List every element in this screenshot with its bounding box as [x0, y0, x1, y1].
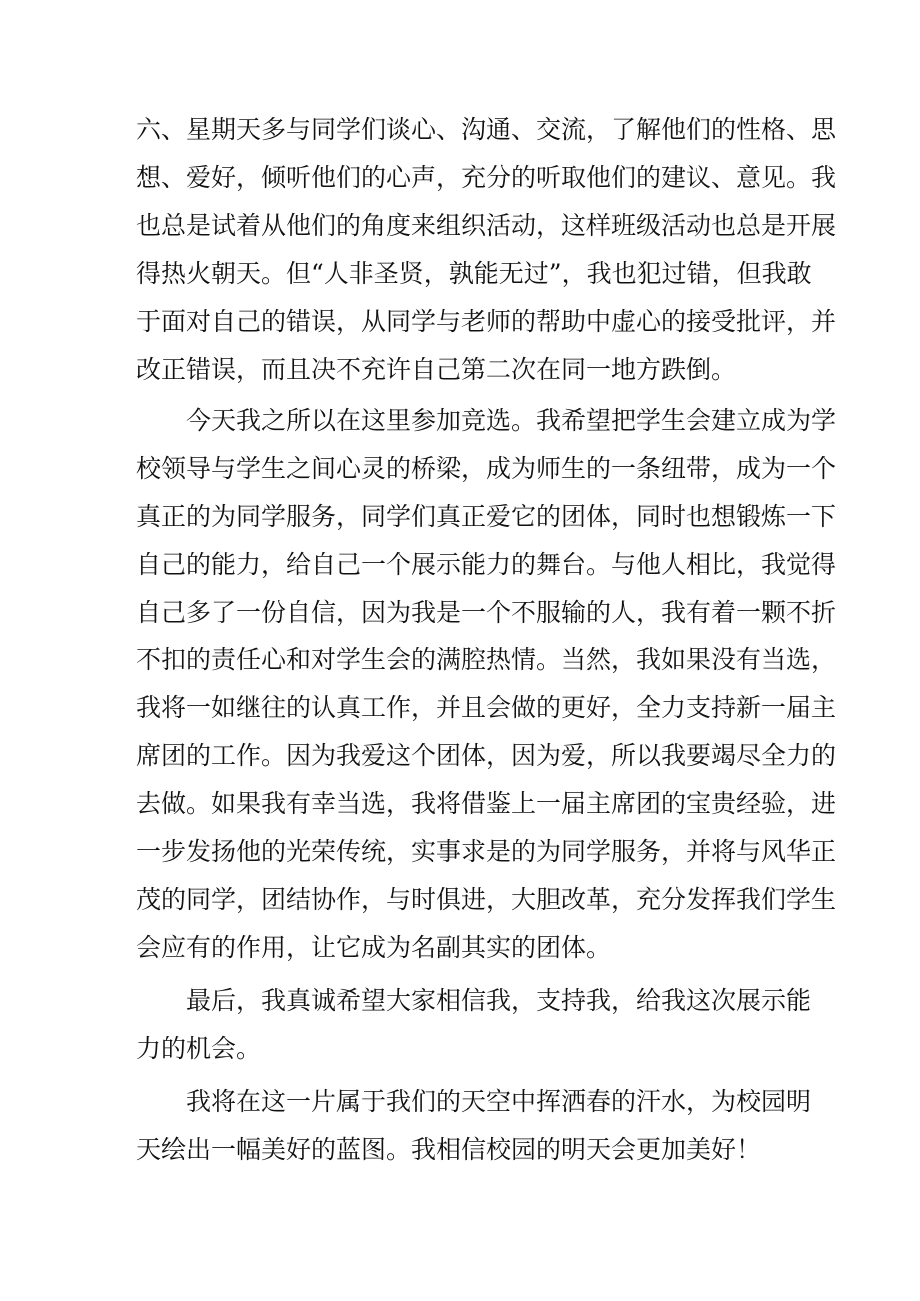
paragraph-2-line-10: 一步发扬他的光荣传统，实事求是的为同学服务，并将与风华正 [136, 837, 837, 866]
paragraph-2-line-2: 校领导与学生之间心灵的桥梁，成为师生的一条纽带，成为一个 [136, 454, 837, 483]
paragraph-2-line-11: 茂的同学，团结协作，与时俱进，大胆改革，充分发挥我们学生 [136, 885, 837, 914]
paragraph-1-line-2: 想、爱好，倾听他们的心声，充分的听取他们的建议、意见。我 [136, 163, 837, 192]
paragraph-3-line-2: 力的机会。 [136, 1034, 262, 1063]
paragraph-1-line-4: 得热火朝天。但“人非圣贤，孰能无过”，我也犯过错，但我敢 [136, 259, 812, 288]
paragraph-3-line-1: 最后，我真诚希望大家相信我，支持我，给我这次展示能 [186, 986, 812, 1015]
paragraph-2-line-7: 我将一如继往的认真工作，并且会做的更好，全力支持新一届主 [136, 693, 837, 722]
paragraph-2-line-1: 今天我之所以在这里参加竞选。我希望把学生会建立成为学 [186, 406, 837, 435]
paragraph-2-line-5: 自己多了一份自信，因为我是一个不服输的人，我有着一颗不折 [136, 598, 837, 627]
paragraph-1-line-6: 改正错误，而且决不充许自己第二次在同一地方跌倒。 [136, 355, 737, 384]
paragraph-2-line-8: 席团的工作。因为我爱这个团体，因为爱，所以我要竭尽全力的 [136, 741, 837, 770]
paragraph-2-line-12: 会应有的作用，让它成为名副其实的团体。 [136, 933, 612, 962]
paragraph-1-line-1: 六、星期天多与同学们谈心、沟通、交流，了解他们的性格、思 [136, 115, 837, 144]
paragraph-1-line-3: 也总是试着从他们的角度来组织活动，这样班级活动也总是开展 [136, 211, 837, 240]
paragraph-1-line-5: 于面对自己的错误，从同学与老师的帮助中虚心的接受批评，并 [136, 307, 837, 336]
paragraph-4-line-2: 天绘出一幅美好的蓝图。我相信校园的明天会更加美好！ [136, 1135, 762, 1164]
paragraph-2-line-4: 自己的能力，给自己一个展示能力的舞台。与他人相比，我觉得 [136, 550, 837, 579]
paragraph-2-line-6: 不扣的责任心和对学生会的满腔热情。当然，我如果没有当选， [136, 645, 837, 674]
paragraph-2-line-9: 去做。如果我有幸当选，我将借鉴上一届主席团的宝贵经验，进 [136, 789, 837, 818]
paragraph-4-line-1: 我将在这一片属于我们的天空中挥洒春的汗水，为校园明 [186, 1087, 812, 1116]
paragraph-2-line-3: 真正的为同学服务，同学们真正爱它的团体，同时也想锻炼一下 [136, 502, 837, 531]
